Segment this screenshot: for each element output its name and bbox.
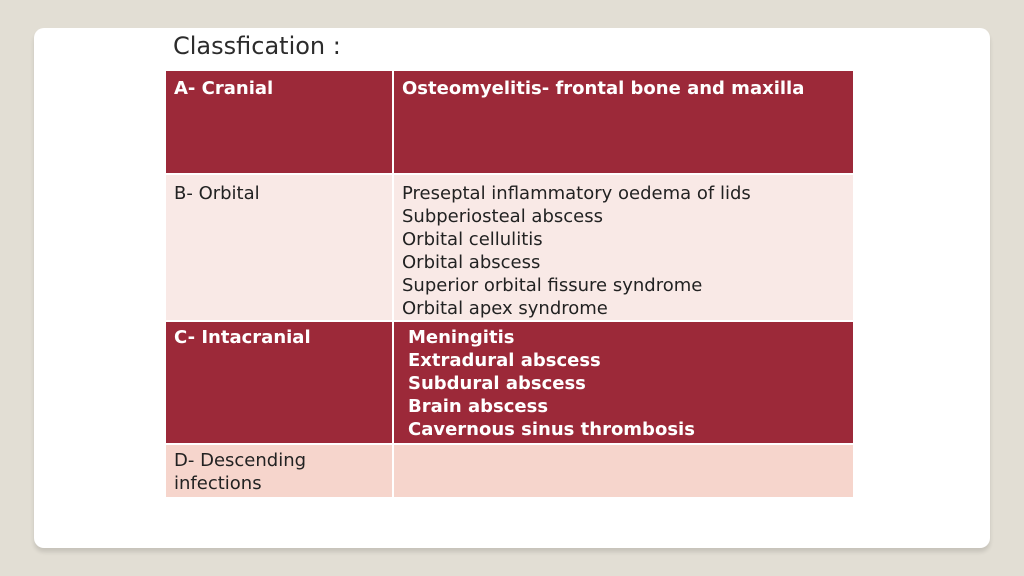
category-label: D- Descending [174, 450, 307, 471]
list-item: Cavernous sinus thrombosis [408, 419, 695, 440]
category-label: infections [174, 473, 262, 494]
list-item: Orbital abscess [402, 252, 541, 273]
list-item: Orbital cellulitis [402, 229, 543, 250]
list-item: Subdural abscess [408, 373, 586, 394]
category-label: C- Intacranial [174, 327, 311, 348]
list-item: Superior orbital fissure syndrome [402, 275, 703, 296]
list-item: Preseptal inflammatory oedema of lids [402, 183, 751, 204]
category-label: B- Orbital [174, 183, 260, 204]
items-cell [393, 174, 853, 321]
list-item: Osteomyelitis- frontal bone and maxilla [402, 78, 805, 99]
items-cell [393, 71, 853, 174]
table-row-orbital [166, 174, 853, 321]
list-item: Extradural abscess [408, 350, 601, 371]
list-item: Orbital apex syndrome [402, 298, 608, 319]
table-row-descending [166, 444, 853, 497]
category-cell [166, 174, 393, 321]
category-cell [166, 71, 393, 174]
list-item: Brain abscess [408, 396, 549, 417]
classification-table [166, 71, 853, 497]
items-cell-empty [393, 444, 853, 497]
slide-title: Classfication : [173, 32, 341, 60]
list-item: Subperiosteal abscess [402, 206, 603, 227]
category-cell [166, 321, 393, 444]
list-item: Meningitis [408, 327, 515, 348]
table-row-cranial [166, 71, 853, 174]
table-row-intracranial [166, 321, 853, 444]
category-label: A- Cranial [174, 78, 274, 99]
items-cell [393, 321, 853, 444]
category-cell [166, 444, 393, 497]
